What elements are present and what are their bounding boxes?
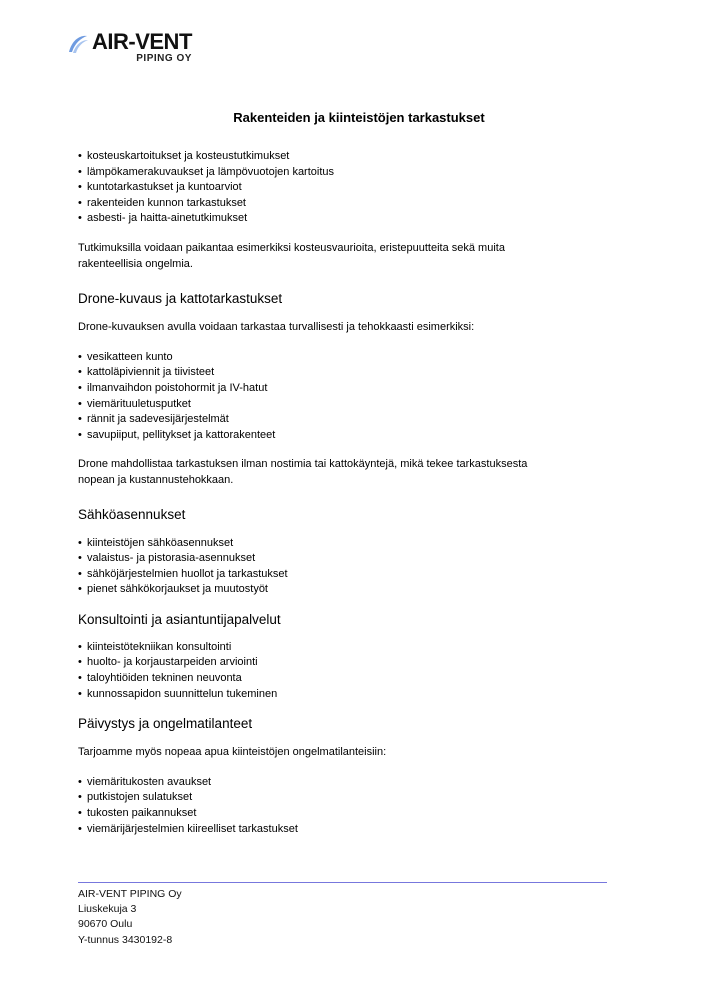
list-item: • taloyhtiöiden tekninen neuvonta — [78, 671, 638, 687]
consulting-list — [78, 640, 638, 702]
list-item: • putkistojen sulatukset — [78, 790, 638, 806]
air-flow-logo-icon — [66, 32, 90, 56]
drone-paragraph: Drone mahdollistaa tarkastuksen ilman nostimia tai kattokäyntejä, mikä tekee tarkastuksesta nopean ja kustannustehokkaan. — [78, 458, 528, 486]
inspection-paragraph: Tutkimuksilla voidaan paikantaa esimerkiksi kosteusvaurioita, eristepuutteita sekä muita rakenteellisia ongelmia. — [78, 241, 505, 270]
list-item: • viemärituuletusputket — [78, 397, 638, 413]
inspection-services-list — [78, 149, 638, 227]
list-item: • tukosten paikannukset — [78, 806, 638, 822]
list-item: • huolto- ja korjaustarpeiden arviointi — [78, 655, 638, 671]
list-item: • kosteuskartoitukset ja kosteustutkimukset — [78, 149, 638, 165]
drone-intro: Drone-kuvauksen avulla voidaan tarkastaa turvallisesti ja tehokkaasti esimerkiksi: — [78, 321, 475, 334]
company-logo — [66, 30, 192, 64]
list-item: • rännit ja sadevesijärjestelmät — [78, 412, 638, 428]
footer-business-id: Y-tunnus 3430192-8 — [78, 933, 173, 946]
list-item: • kiinteistöjen sähköasennukset — [78, 536, 638, 552]
list-item: • vesikatteen kunto — [78, 350, 638, 366]
footer-divider — [78, 882, 607, 883]
electrical-list — [78, 536, 638, 598]
consulting-heading: Konsultointi ja asiantuntijapalvelut — [78, 611, 281, 627]
list-item: • rakenteiden kunnon tarkastukset — [78, 196, 638, 212]
electrical-heading: Sähköasennukset — [78, 506, 186, 522]
oncall-heading: Päivystys ja ongelmatilanteet — [78, 716, 253, 732]
list-item: • kiinteistötekniikan konsultointi — [78, 640, 638, 656]
list-item: • ilmanvaihdon poistohormit ja IV-hatut — [78, 381, 638, 397]
document-body — [78, 149, 638, 837]
oncall-intro: Tarjoamme myös nopeaa apua kiinteistöjen ongelmatilanteisiin: — [78, 746, 387, 759]
drone-heading: Drone-kuvaus ja kattotarkastukset — [78, 291, 283, 307]
logo-subtitle: PIPING OY — [136, 53, 192, 64]
list-item: • savupiiput, pellitykset ja kattorakenteet — [78, 428, 638, 444]
footer-city: 90670 Oulu — [78, 918, 133, 931]
drone-list — [78, 350, 638, 444]
list-item: • asbesti- ja haitta-ainetutkimukset — [78, 211, 638, 227]
footer-company: AIR-VENT PIPING Oy — [78, 888, 182, 900]
list-item: • kunnossapidon suunnittelun tukeminen — [78, 687, 638, 703]
page-title: Rakenteiden ja kiinteistöjen tarkastukset — [233, 110, 485, 125]
logo-wordmark: AIR-VENT — [92, 29, 192, 54]
list-item: • viemärijärjestelmien kiireelliset tarkastukset — [78, 822, 638, 838]
list-item: • lämpökamerakuvaukset ja lämpövuotojen kartoitus — [78, 165, 638, 181]
footer-address — [78, 887, 182, 948]
list-item: • kuntotarkastukset ja kuntoarviot — [78, 180, 638, 196]
oncall-list — [78, 775, 638, 837]
list-item: • pienet sähkökorjaukset ja muutostyöt — [78, 582, 638, 598]
list-item: • sähköjärjestelmien huollot ja tarkastukset — [78, 567, 638, 583]
list-item: • kattoläpiviennit ja tiivisteet — [78, 365, 638, 381]
list-item: • viemäritukosten avaukset — [78, 775, 638, 791]
footer-street: Liuskekuja 3 — [78, 903, 137, 916]
list-item: • valaistus- ja pistorasia-asennukset — [78, 551, 638, 567]
